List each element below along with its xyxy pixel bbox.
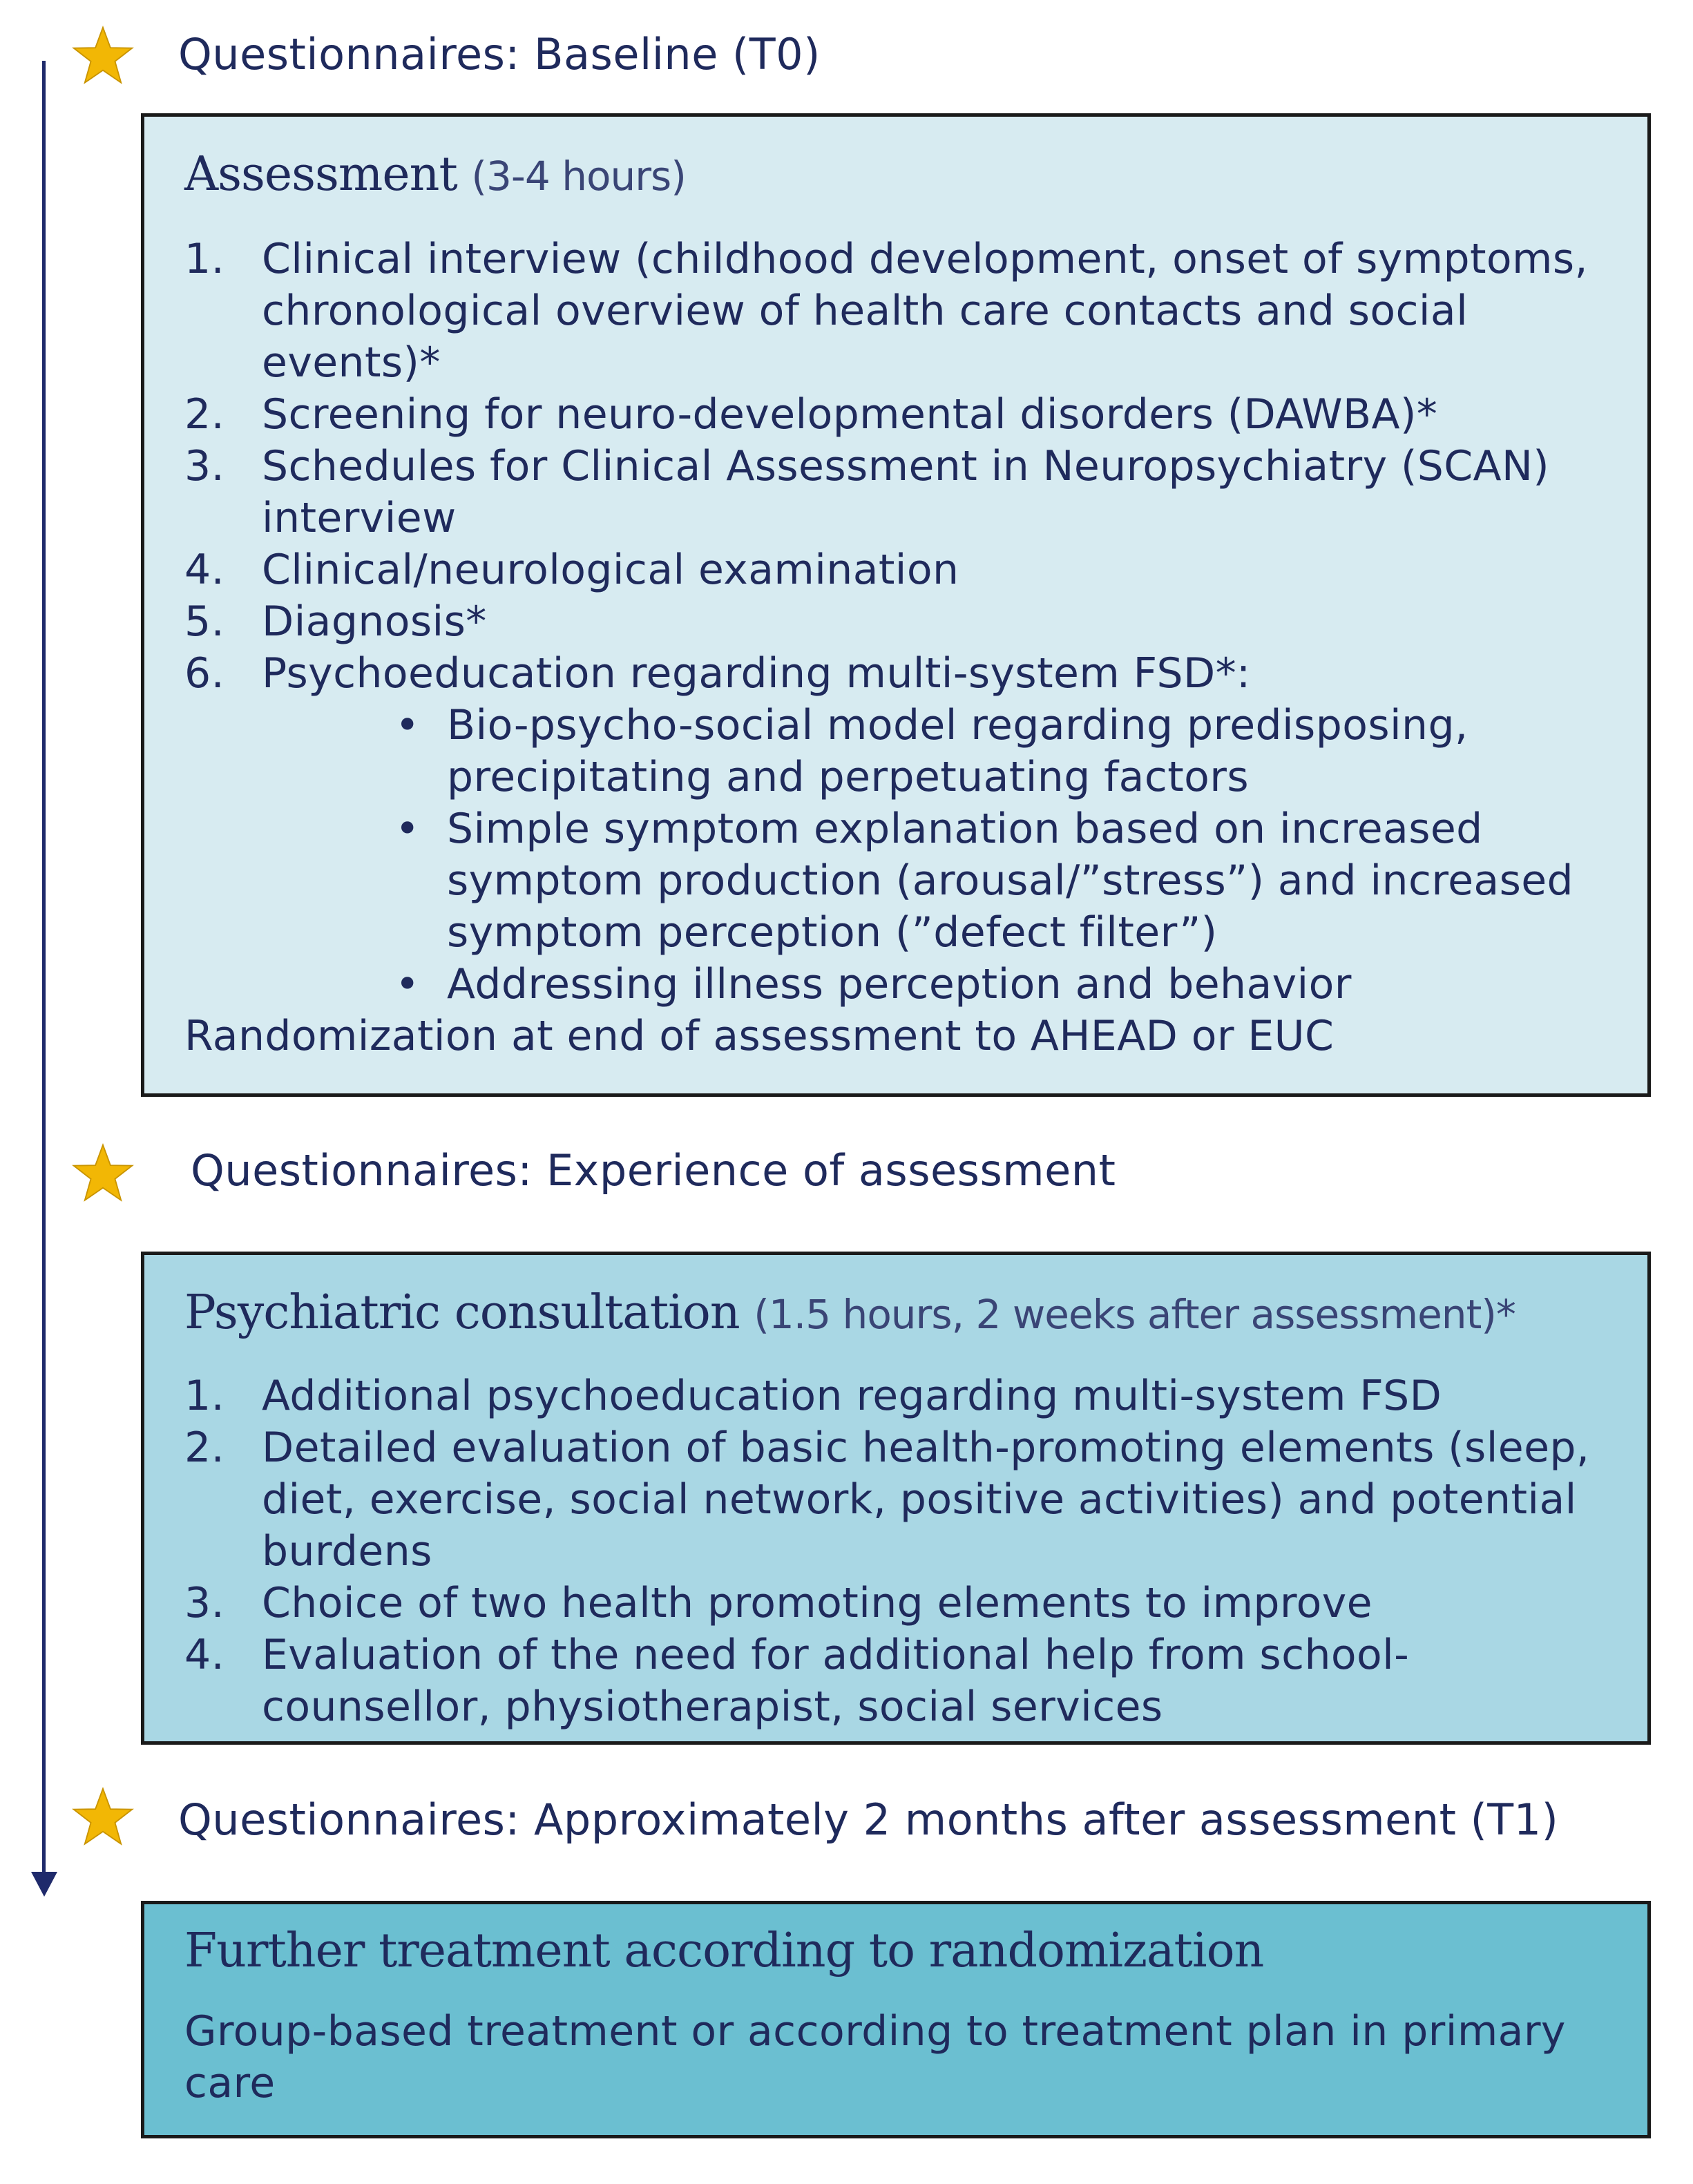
list-item-number: 1. — [184, 1372, 225, 1420]
bullet-text: Simple symptom explanation based on increased symptom production (arousal/”stress”) and increased symptom perception (”defect filter”) — [447, 805, 1574, 957]
list-item — [184, 544, 1613, 596]
star-icon — [71, 1142, 135, 1206]
list-item-text: Diagnosis* — [262, 597, 487, 646]
list-item-text: Schedules for Clinical Assessment in Neuropsychiatry (SCAN) interview — [262, 442, 1550, 542]
list-item — [184, 648, 1613, 700]
consultation-list — [184, 1370, 1620, 1733]
further-treatment-box — [141, 1901, 1651, 2138]
list-item-text: Detailed evaluation of basic health-promoting elements (sleep, diet, exercise, social network, positive activities) and potential burdens — [262, 1424, 1590, 1575]
randomization-note: Randomization at end of assessment to AHEAD or EUC — [184, 1012, 1335, 1060]
list-item-number: 5. — [184, 597, 225, 646]
star-icon — [71, 25, 135, 88]
list-item — [184, 389, 1613, 441]
list-item — [184, 1629, 1620, 1733]
list-item-text: Screening for neuro-developmental disorders (DAWBA)* — [262, 390, 1438, 439]
timeline-arrowhead — [31, 1872, 57, 1897]
list-item — [184, 1422, 1620, 1578]
list-item-text: Clinical interview (childhood development, onset of symptoms, chronological overview of health care contacts and social events)* — [262, 235, 1588, 387]
bullet-item — [184, 959, 1613, 1010]
assessment-title-text: Assessment — [184, 147, 457, 202]
milestone-t1-label: Questionnaires: Approximately 2 months after assessment (T1) — [178, 1794, 1559, 1845]
bullet-text: Bio-psycho-social model regarding predisposing, precipitating and perpetuating factors — [447, 701, 1469, 801]
consultation-box — [141, 1252, 1651, 1745]
assessment-duration: (3-4 hours) — [471, 153, 686, 200]
bullet-icon: • — [395, 960, 420, 1008]
milestone-baseline-label: Questionnaires: Baseline (T0) — [178, 29, 821, 79]
star-icon — [71, 1786, 135, 1850]
assessment-list — [184, 233, 1613, 700]
assessment-title — [184, 147, 1613, 202]
list-item-text: Evaluation of the need for additional help from school-counsellor, physiotherapist, social services — [262, 1631, 1410, 1731]
list-item-text: Clinical/neurological examination — [262, 546, 959, 594]
list-item-text: Psychoeducation regarding multi-system FSD*: — [262, 649, 1251, 698]
list-item — [184, 233, 1613, 389]
psychoeducation-bullets — [184, 700, 1613, 1010]
list-item-number: 3. — [184, 442, 225, 490]
assessment-box — [141, 113, 1651, 1097]
bullet-item — [184, 700, 1613, 803]
bullet-icon: • — [395, 805, 420, 853]
bullet-item — [184, 803, 1613, 959]
consultation-title — [184, 1285, 1620, 1340]
list-item-number: 1. — [184, 235, 225, 283]
list-item-number: 3. — [184, 1579, 225, 1627]
timeline-line — [42, 61, 46, 1875]
list-item — [184, 596, 1613, 648]
further-treatment-title: Further treatment according to randomization — [184, 1924, 1264, 1978]
further-treatment-text: Group-based treatment or according to treatment plan in primary care — [184, 2007, 1566, 2107]
list-item — [184, 441, 1613, 544]
list-item-number: 6. — [184, 649, 225, 698]
consultation-title-text: Psychiatric consultation — [184, 1285, 740, 1340]
list-item-number: 2. — [184, 390, 225, 439]
list-item-number: 2. — [184, 1424, 225, 1472]
list-item — [184, 1578, 1620, 1629]
bullet-text: Addressing illness perception and behavior — [447, 960, 1352, 1008]
bullet-icon: • — [395, 701, 420, 749]
consultation-duration: (1.5 hours, 2 weeks after assessment)* — [754, 1291, 1515, 1338]
list-item-text: Additional psychoeducation regarding multi-system FSD — [262, 1372, 1442, 1420]
list-item-number: 4. — [184, 546, 225, 594]
list-item — [184, 1370, 1620, 1422]
milestone-experience-label: Questionnaires: Experience of assessment — [191, 1145, 1116, 1196]
list-item-text: Choice of two health promoting elements to improve — [262, 1579, 1372, 1627]
list-item-number: 4. — [184, 1631, 225, 1679]
